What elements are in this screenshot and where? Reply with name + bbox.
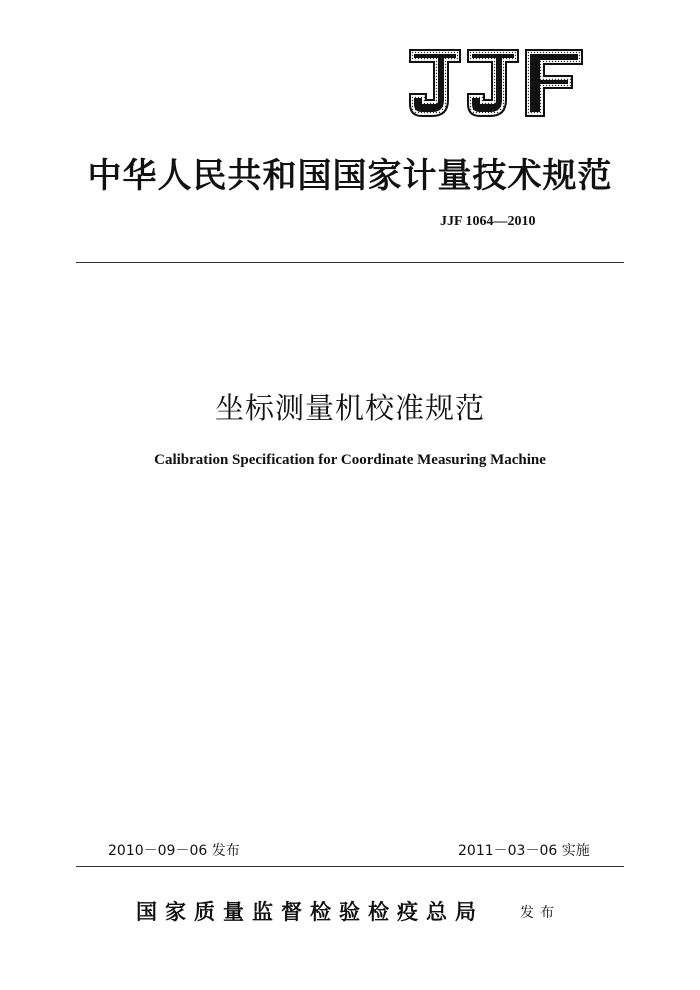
- standard-code: JJF 1064—2010: [440, 214, 536, 229]
- authority-title: 中华人民共和国国家计量技术规范: [87, 156, 613, 196]
- english-title: Calibration Specification for Coordinate Measuring Machine: [154, 452, 546, 468]
- bottom-divider: [76, 866, 624, 867]
- logo-letter-f: [526, 50, 582, 116]
- issue-date: 2010－09－06 发布: [108, 843, 240, 859]
- issuing-authority: 国家质量监督检验检疫总局: [136, 899, 484, 924]
- logo-letter-j-1: [410, 50, 460, 116]
- issue-label: 发布: [520, 905, 560, 921]
- implementation-date: 2011－03－06 实施: [458, 843, 590, 859]
- logo-letter-j-2: [468, 50, 518, 116]
- chinese-title: 坐标测量机校准规范: [214, 391, 485, 425]
- top-divider: [76, 262, 624, 263]
- jjf-logo: [408, 48, 584, 124]
- jjf-logo-graphic: [408, 48, 584, 124]
